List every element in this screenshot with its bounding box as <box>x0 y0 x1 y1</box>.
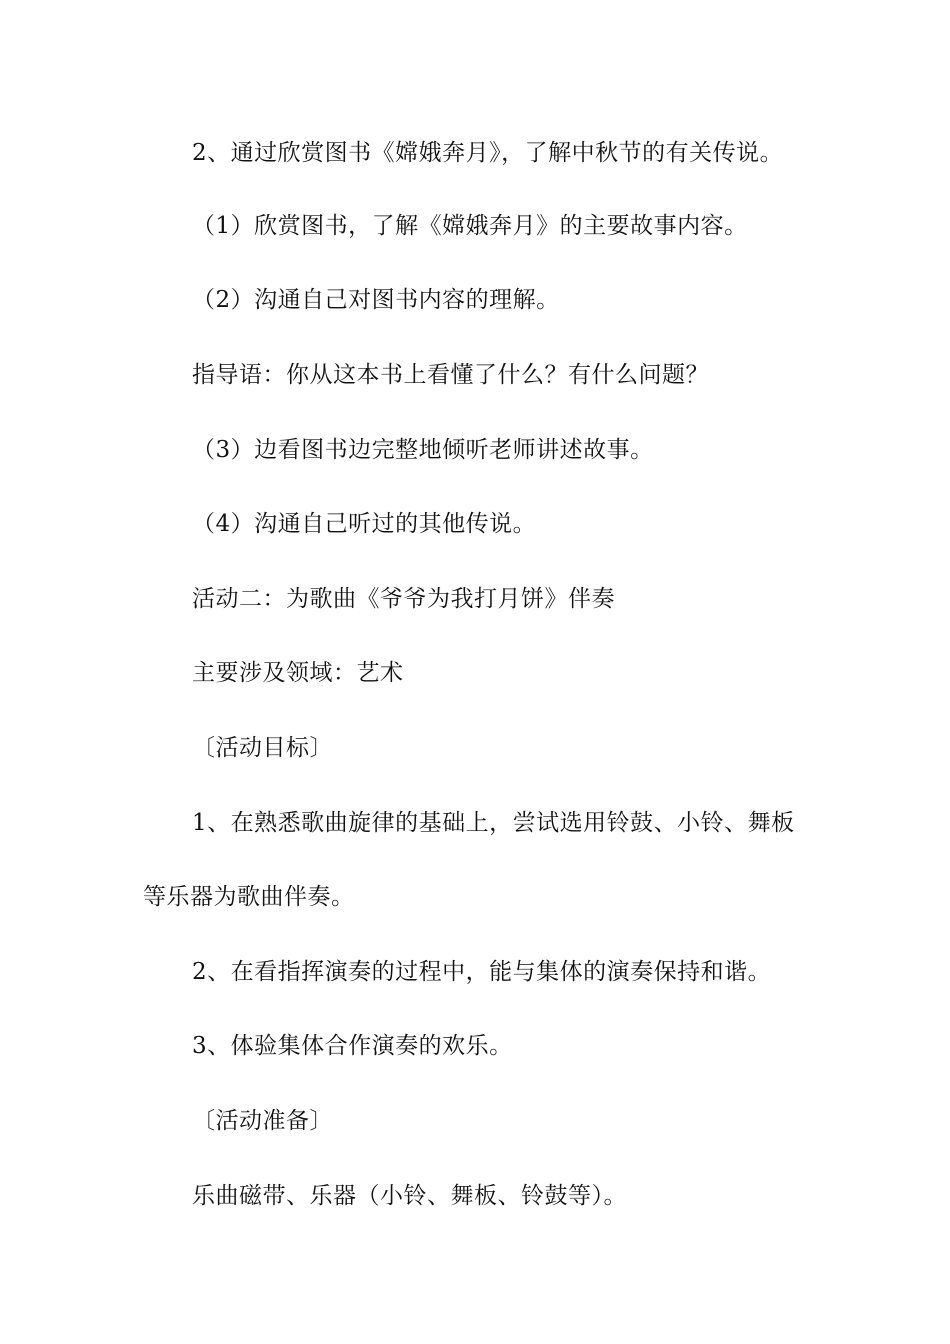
text-line-goal-1: 1、在熟悉歌曲旋律的基础上，尝试选用铃鼓、小铃、舞板 <box>192 810 795 836</box>
text-line-goal-2: 2、通过欣赏图书《嫦娥奔月》，了解中秋节的有关传说。 <box>192 140 784 166</box>
text-line-materials: 乐曲磁带、乐器（小铃、舞板、铃鼓等）。 <box>192 1183 627 1209</box>
text-line-step-3: （3）边看图书边完整地倾听老师讲述故事。 <box>192 437 654 463</box>
section-heading-goals: 〔活动目标〕 <box>192 735 333 761</box>
text-line-domain: 主要涉及领域：艺术 <box>192 660 404 686</box>
text-line-step-1: （1）欣赏图书，了解《嫦娥奔月》的主要故事内容。 <box>192 213 748 239</box>
text-line-step-4: （4）沟通自己听过的其他传说。 <box>192 511 537 537</box>
text-line-guide: 指导语：你从这本书上看懂了什么？有什么问题？ <box>192 362 709 388</box>
section-heading-prep: 〔活动准备〕 <box>192 1108 333 1134</box>
text-line-step-2: （2）沟通自己对图书内容的理解。 <box>192 287 560 313</box>
text-line-goal-2b: 2、在看指挥演奏的过程中，能与集体的演奏保持和谐。 <box>192 959 772 985</box>
activity-two-heading: 活动二：为歌曲《爷爷为我打月饼》伴奏 <box>192 586 615 612</box>
text-line-goal-3: 3、体验集体合作演奏的欢乐。 <box>192 1033 513 1059</box>
text-line-goal-1-cont: 等乐器为歌曲伴奏。 <box>143 884 355 910</box>
